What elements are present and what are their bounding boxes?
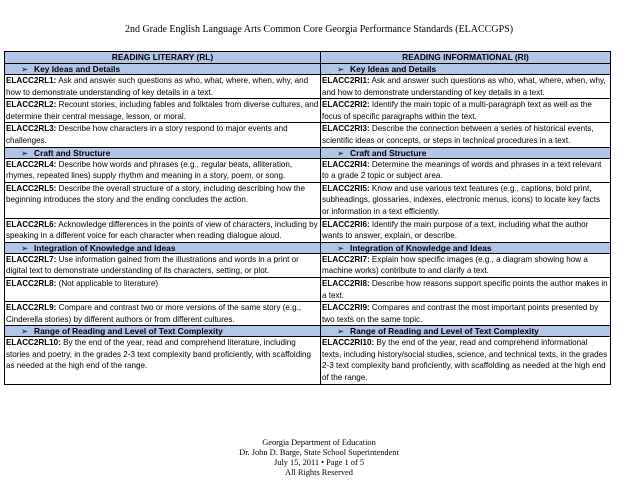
column-header-row <box>5 52 611 64</box>
standard-text: Know and use various text features (e.g., captions, bold print, subheadings, glossaries, indexes, electronic menus, icons) to locate key facts or information in a text efficiently. <box>322 183 601 216</box>
section-header-right <box>321 242 611 253</box>
standard-code: ELACC2RI2: <box>322 100 370 110</box>
standard-text: Identify the main topic of a multi-paragraph text as well as the focus of specific paragraphs within the text. <box>322 100 592 121</box>
informational-standard-cell <box>321 182 611 218</box>
standard-code: ELACC2RL10: <box>6 338 61 348</box>
section-header-row <box>5 64 611 75</box>
standard-code: ELACC2RI5: <box>322 183 370 193</box>
informational-standard-cell <box>321 253 611 277</box>
literary-standard-cell <box>5 99 321 123</box>
standard-text: Describe the overall structure of a story, including describing how the beginning introduces the story and the ending concludes the action. <box>6 183 306 205</box>
section-heading: Range of Reading and Level of Text Complexity <box>34 326 223 337</box>
arrow-bullet-icon: ➢ <box>337 326 345 337</box>
section-heading: Craft and Structure <box>34 147 111 158</box>
standard-text: Compares and contrast the most important points presented by two texts on the same topic. <box>322 303 599 324</box>
section-heading: Key Ideas and Details <box>34 64 121 74</box>
standard-text: Explain how specific images (e.g., a diagram showing how a machine works) contribute to and clarify a text. <box>322 254 588 276</box>
section-header-right <box>321 147 611 158</box>
standard-code: ELACC2RL9: <box>6 303 57 313</box>
standard-code: ELACC2RI9: <box>322 303 370 313</box>
arrow-bullet-icon: ➢ <box>337 147 345 158</box>
section-header-row <box>5 147 611 158</box>
section-heading: Integration of Knowledge and Ideas <box>350 242 492 253</box>
standard-code: ELACC2RI10: <box>322 338 375 348</box>
literary-standard-cell <box>5 277 321 301</box>
footer-rights: All Rights Reserved <box>285 468 353 477</box>
arrow-bullet-icon: ➢ <box>21 64 29 74</box>
section-header-left <box>5 64 321 75</box>
standard-code: ELACC2RL8: <box>6 278 57 288</box>
standard-row <box>5 158 611 182</box>
standard-row <box>5 302 611 326</box>
literary-standard-cell <box>5 123 321 147</box>
standard-row <box>5 182 611 218</box>
section-header-row <box>5 326 611 337</box>
standard-row <box>5 337 611 384</box>
arrow-bullet-icon: ➢ <box>21 242 29 253</box>
standard-text: Recount stories, including fables and folktales from diverse cultures, and determine their central message, lesson, or moral. <box>6 100 319 121</box>
section-header-left <box>5 242 321 253</box>
standard-text: Describe how reasons support specific points the author makes in a text. <box>322 278 608 300</box>
section-header-right <box>321 326 611 337</box>
standard-code: ELACC2RL7: <box>6 254 57 264</box>
footer-date-page: July 15, 2011 • Page 1 of 5 <box>273 458 365 467</box>
page-footer <box>0 438 638 478</box>
standard-text: By the end of the year, read and comprehend literature, including stories and poetry, in the grades 2-3 text complexity band proficiently, with scaffolding as needed at the high end of the range. <box>6 338 312 371</box>
standard-code: ELACC2RL2: <box>6 100 57 110</box>
standard-row <box>5 253 611 277</box>
standard-text: Describe the connection between a series of historical events, scientific ideas or concepts, or steps in technical procedures in a text. <box>322 124 594 145</box>
standard-code: ELACC2RL5: <box>6 183 57 193</box>
standard-code: ELACC2RI4: <box>322 159 370 169</box>
standard-code: ELACC2RL4: <box>6 159 57 169</box>
informational-standard-cell <box>321 337 611 384</box>
standard-code: ELACC2RI6: <box>322 219 370 229</box>
footer-superintendent: Dr. John D. Barge, State School Superintendent <box>239 448 399 457</box>
arrow-bullet-icon: ➢ <box>21 326 29 337</box>
standard-code: ELACC2RI8: <box>322 278 370 288</box>
section-header-right <box>321 64 611 75</box>
arrow-bullet-icon: ➢ <box>21 147 29 158</box>
standard-text: By the end of the year, read and comprehend informational texts, including history/social studies, science, and technical texts, in the grades 2-3 text complexity band proficiently, with scaffolding as needed at the high end of the range. <box>322 338 608 383</box>
literary-standard-cell <box>5 253 321 277</box>
standard-row <box>5 123 611 147</box>
informational-standard-cell <box>321 75 611 99</box>
standard-text: Ask and answer such questions as who, what, where, when, why, and how to demonstrate understanding of key details in a text. <box>6 76 309 97</box>
standard-code: ELACC2RI3: <box>322 124 370 134</box>
column-header-reading-informational: READING INFORMATIONAL (RI) <box>321 52 611 64</box>
standard-text: Compare and contrast two or more versions of the same story (e.g., Cinderella stories) by different authors or from different cultures. <box>6 303 302 324</box>
informational-standard-cell <box>321 123 611 147</box>
standard-text: Describe how characters in a story respond to major events and challenges. <box>6 124 288 145</box>
standard-code: ELACC2RI7: <box>322 254 370 264</box>
literary-standard-cell <box>5 337 321 384</box>
informational-standard-cell <box>321 302 611 326</box>
arrow-bullet-icon: ➢ <box>337 64 345 74</box>
standard-row <box>5 218 611 242</box>
standard-text: (Not applicable to literature) <box>58 278 159 288</box>
section-header-left <box>5 326 321 337</box>
standard-text: Describe how words and phrases (e.g., regular beats, alliteration, rhymes, repeated lines) supply rhythm and meaning in a story, poem, or song. <box>6 159 293 181</box>
column-header-reading-literary: READING LITERARY (RL) <box>5 52 321 64</box>
section-header-row <box>5 242 611 253</box>
standard-text: Identify the main purpose of a text, including what the author wants to answer, explain, or describe. <box>322 219 589 241</box>
informational-standard-cell <box>321 218 611 242</box>
standard-code: ELACC2RL6: <box>6 219 57 229</box>
section-header-left <box>5 147 321 158</box>
literary-standard-cell <box>5 158 321 182</box>
standard-row <box>5 75 611 99</box>
literary-standard-cell <box>5 218 321 242</box>
informational-standard-cell <box>321 277 611 301</box>
standard-row <box>5 99 611 123</box>
literary-standard-cell <box>5 182 321 218</box>
standard-text: Use information gained from the illustrations and words in a print or digital text to demonstrate understanding of its characters, setting, or plot. <box>6 254 299 276</box>
standards-table <box>4 51 611 385</box>
standard-text: Acknowledge differences in the points of view of characters, including by speaking in a different voice for each character when reading dialogue aloud. <box>6 219 318 241</box>
standard-code: ELACC2RL1: <box>6 76 57 85</box>
section-heading: Integration of Knowledge and Ideas <box>34 242 176 253</box>
standard-text: Ask and answer such questions as who, what, where, when, why, and how to demonstrate understanding of key details in a text. <box>322 76 606 97</box>
informational-standard-cell <box>321 99 611 123</box>
standard-code: ELACC2RI1: <box>322 76 370 85</box>
standard-code: ELACC2RL3: <box>6 124 57 134</box>
literary-standard-cell <box>5 75 321 99</box>
section-heading: Key Ideas and Details <box>350 64 437 74</box>
section-heading: Range of Reading and Level of Text Complexity <box>350 326 539 337</box>
footer-department: Georgia Department of Education <box>262 438 376 447</box>
arrow-bullet-icon: ➢ <box>337 242 345 253</box>
literary-standard-cell <box>5 302 321 326</box>
document-title: 2nd Grade English Language Arts Common Core Georgia Performance Standards (ELACCGPS) <box>124 24 514 35</box>
informational-standard-cell <box>321 158 611 182</box>
standard-row <box>5 277 611 301</box>
standard-text: Determine the meanings of words and phrases in a text relevant to a grade 2 topic or subject area. <box>322 159 602 181</box>
section-heading: Craft and Structure <box>350 147 427 158</box>
